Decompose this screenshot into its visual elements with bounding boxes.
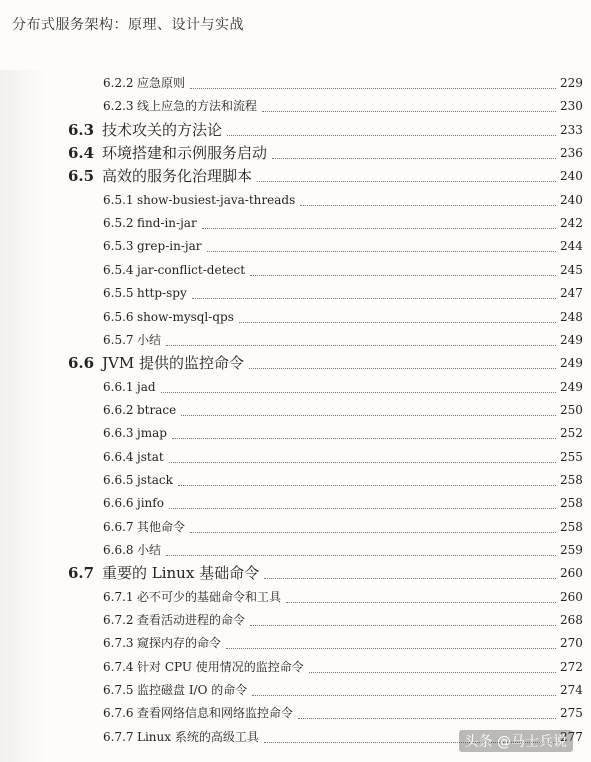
toc-entry-title: 重要的 Linux 基础命令 [102,563,262,583]
toc-entry-number: 6.5.3 [103,239,134,254]
toc-entry-number: 6.7.3 [103,636,134,651]
toc-entry [0,73,591,93]
toc-dot-leader [227,115,556,136]
toc-dot-leader [190,512,556,533]
toc-entry [0,517,591,537]
toc-dot-leader [309,652,556,673]
watermark: 头条 @马士兵说 [459,730,573,752]
toc-entry-title: jad [137,377,159,397]
toc-dot-leader [190,68,556,89]
toc-entry-number: 6.7.1 [103,589,134,604]
toc-entry-number: 6.2.3 [103,99,134,114]
toc-entry [0,400,591,420]
toc-entry-page: 277 [560,729,583,744]
toc-dot-leader [226,628,556,649]
toc-entry [0,166,591,186]
toc-entry-title: 针对 CPU 使用情况的监控命令 [137,657,307,677]
toc-entry-number: 6.6.7 [103,519,134,534]
toc-entry-number: 6.6.1 [103,379,134,394]
toc-entry [0,190,591,210]
toc-entry-number: 6.6.5 [103,472,134,487]
toc-entry-title: 环境搭建和示例服务启动 [102,143,270,163]
toc-dot-leader [181,395,556,416]
toc-entry-page: 242 [560,216,583,231]
toc-entry-number: 6.7 [68,564,95,583]
toc-entry-page: 249 [560,379,583,394]
toc-entry-page: 255 [560,449,583,464]
toc-entry-title: show-mysql-qps [137,307,237,327]
toc-entry-page: 258 [560,496,583,511]
toc-entry [0,470,591,490]
toc-entry-number: 6.4 [68,144,95,163]
toc-entry [0,307,591,327]
toc-entry-page: 272 [560,659,583,674]
toc-dot-leader [250,255,556,276]
toc-entry-title: grep-in-jar [137,236,205,256]
toc-entry-number: 6.5.4 [103,262,134,277]
toc-entry-page: 268 [560,613,583,628]
toc-dot-leader [192,278,556,299]
toc-entry-title: http-spy [137,283,190,303]
toc-entry-number: 6.5.1 [103,192,134,207]
toc-entry-title: jinfo [137,493,167,513]
toc-entry-page: 260 [560,589,583,604]
toc-entry-title: 其他命令 [137,517,188,537]
toc-entry [0,447,591,467]
toc-dot-leader [286,582,556,603]
toc-entry-page: 249 [560,332,583,347]
toc-entry-number: 6.7.7 [103,729,134,744]
toc-entry [0,633,591,653]
toc-entry [0,703,591,723]
toc-dot-leader [250,605,556,626]
toc-entry-title: 技术攻关的方法论 [102,120,225,140]
toc-entry-page: 233 [560,122,583,137]
toc-entry-title: 窥探内存的命令 [137,633,224,653]
toc-dot-leader [257,161,556,182]
toc-entry-title: jstat [137,447,167,467]
toc-entry-page: 240 [560,192,583,207]
toc-entry [0,330,591,350]
toc-entry-number: 6.3 [68,120,95,139]
toc-entry-title: jmap [137,423,170,443]
toc-entry [0,120,591,140]
toc-entry [0,493,591,513]
toc-entry-page: 245 [560,262,583,277]
toc-dot-leader [161,372,556,393]
toc-dot-leader [202,208,556,229]
toc-entry-page: 260 [560,566,583,581]
toc-entry-title: JVM 提供的监控命令 [102,353,247,373]
toc-entry-number: 6.5 [68,167,95,186]
toc-entry-page: 250 [560,402,583,417]
toc-entry-title: jar-conflict-detect [137,260,248,280]
toc-entry-title: find-in-jar [137,213,200,233]
toc-entry-title: 查看网络信息和网络监控命令 [137,703,296,723]
toc-entry-number: 6.7.6 [103,706,134,721]
toc-entry [0,587,591,607]
toc-entry-number: 6.6.8 [103,543,134,557]
toc-entry [0,657,591,677]
toc-dot-leader [262,91,556,112]
toc-dot-leader [252,675,556,696]
toc-entry-title: 查看活动进程的命令 [137,610,248,630]
toc-dot-leader [169,488,556,509]
toc-entry [0,236,591,256]
toc-dot-leader [172,418,556,439]
toc-entry-page: 270 [560,636,583,651]
toc-entry [0,96,591,116]
toc-entry-number: 6.5.7 [103,332,134,347]
toc-entry-page: 229 [560,76,583,90]
running-header: 分布式服务架构：原理、设计与实战 [12,17,244,33]
toc-entry-number: 6.5.6 [103,309,134,324]
toc-entry [0,423,591,443]
toc-entry-number: 6.6.3 [103,426,134,441]
toc-entry-page: 230 [560,99,583,114]
toc-entry-title: show-busiest-java-threads [137,190,298,210]
toc-entry-number: 6.6.2 [103,402,134,417]
toc-entry-number: 6.6.4 [103,449,134,464]
toc-entry-page: 240 [560,169,583,184]
toc-entry-title: 小结 [137,540,164,560]
toc-entry-number: 6.7.2 [103,613,134,628]
toc-entry-number: 6.7.5 [103,683,134,698]
toc-entry-page: 252 [560,426,583,441]
toc-entry-page: 244 [560,239,583,254]
toc-entry-number: 6.6 [68,354,95,373]
toc-entry [0,680,591,700]
toc-entry-title: jstack [137,470,176,490]
toc-dot-leader [264,558,556,579]
toc-entry-title: 监控磁盘 I/O 的命令 [137,680,250,700]
toc-entry-number: 6.5.2 [103,216,134,231]
toc-entry [0,143,591,163]
toc-dot-leader [166,535,556,556]
toc-entry-title: Linux 系统的高级工具 [137,727,262,747]
toc-entry-title: 必不可少的基础命令和工具 [137,587,284,607]
toc-entry-title: 线上应急的方法和流程 [137,96,260,116]
toc-entry [0,283,591,303]
toc-entry-number: 6.7.4 [103,659,134,674]
toc-entry [0,610,591,630]
toc-dot-leader [300,185,556,206]
toc-dot-leader [249,348,556,369]
toc-entry-title: btrace [137,400,179,420]
toc-entry-page: 275 [560,706,583,721]
toc-entry [0,213,591,233]
toc-dot-leader [207,231,556,252]
toc-dot-leader [178,465,556,486]
toc-entry-number: 6.5.5 [103,286,134,301]
toc-dot-leader [298,698,556,719]
toc-entry-page: 274 [560,683,583,698]
toc-entry [0,563,591,583]
toc-entry [0,260,591,280]
toc-dot-leader [272,138,556,159]
toc-entry-page: 258 [560,519,583,534]
toc-entry [0,540,591,560]
toc-entry-page: 248 [560,309,583,324]
toc-dot-leader [166,325,556,346]
toc-entry [0,377,591,397]
toc-entry-title: 高效的服务化治理脚本 [102,166,255,186]
toc-entry-number: 6.2.2 [103,76,134,90]
toc-dot-leader [239,302,556,323]
toc-entry-page: 249 [560,356,583,371]
toc-entry [0,353,591,373]
toc-entry-page: 236 [560,146,583,161]
toc-entry-page: 247 [560,286,583,301]
toc-entry-page: 259 [560,543,583,557]
toc-dot-leader [169,442,556,463]
toc-entry-title: 应急原则 [137,73,188,93]
toc-entry-number: 6.6.6 [103,496,134,511]
toc-entry-page: 258 [560,472,583,487]
toc-entry-title: 小结 [137,330,164,350]
